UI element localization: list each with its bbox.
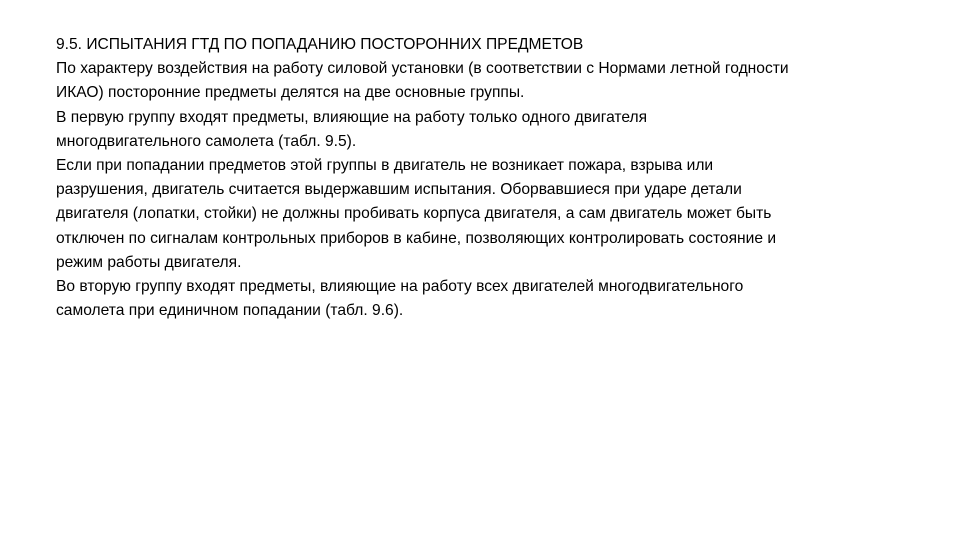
text-line: Во вторую группу входят предметы, влияющие на работу всех двигателей многодвигательного xyxy=(56,278,744,296)
text-line: самолета при единичном попадании (табл. 9.6). xyxy=(56,302,404,320)
text-line: По характеру воздействия на работу силовой установки (в соответствии с Нормами летной годности xyxy=(56,60,789,78)
text-line: В первую группу входят предметы, влияющие на работу только одного двигателя xyxy=(56,108,648,126)
text-line: разрушения, двигатель считается выдержавшим испытания. Оборвавшиеся при ударе детали xyxy=(56,181,742,199)
text-line: многодвигательного самолета (табл. 9.5). xyxy=(56,132,357,150)
text-line: режим работы двигателя. xyxy=(56,253,242,271)
text-line: Если при попадании предметов этой группы в двигатель не возникает пожара, взрыва или xyxy=(56,157,714,175)
slide-heading: 9.5. ИСПЫТАНИЯ ГТД ПО ПОПАДАНИЮ ПОСТОРОННИХ ПРЕДМЕТОВ xyxy=(56,36,584,53)
text-line: двигателя (лопатки, стойки) не должны пробивать корпуса двигателя, а сам двигатель может быть xyxy=(56,205,772,223)
text-line: отключен по сигналам контрольных приборов в кабине, позволяющих контролировать состояние и xyxy=(56,229,777,247)
text-line: ИКАО) посторонние предметы делятся на две основные группы. xyxy=(56,84,525,102)
slide-text xyxy=(56,33,916,323)
